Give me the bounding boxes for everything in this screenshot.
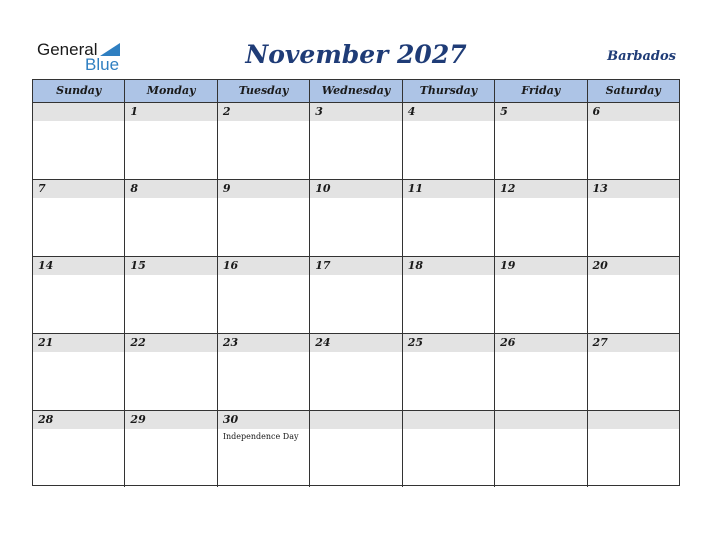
- day-number: 2: [222, 105, 231, 118]
- logo-blue-text: Blue: [85, 55, 120, 74]
- day-number: 21: [38, 336, 54, 349]
- day-number: 9: [222, 182, 231, 195]
- day-number: 27: [592, 336, 608, 349]
- day-cell: [124, 334, 216, 410]
- day-number: 12: [500, 182, 516, 195]
- weekday-thursday: Thursday: [402, 80, 494, 102]
- day-number: 23: [222, 336, 239, 349]
- day-cell: [124, 411, 216, 487]
- day-number: 26: [500, 336, 516, 349]
- day-number: 15: [130, 259, 146, 272]
- day-cell: [587, 180, 679, 256]
- day-number-band: [310, 103, 401, 121]
- holiday-label: Independence Day: [222, 432, 299, 441]
- day-number: 10: [315, 182, 331, 195]
- weekday-tuesday: Tuesday: [217, 80, 309, 102]
- day-cell: [124, 103, 216, 179]
- calendar-title: November 2027: [245, 40, 467, 69]
- day-number: 13: [592, 182, 608, 195]
- day-number: 8: [130, 182, 139, 195]
- day-number: 14: [38, 259, 54, 272]
- day-cell: [402, 334, 494, 410]
- day-number-band: [218, 180, 309, 198]
- day-number: 4: [407, 105, 416, 118]
- logo-general-text: General: [37, 40, 98, 59]
- week-row: [33, 102, 679, 179]
- day-cell: [217, 180, 309, 256]
- day-cell: [402, 103, 494, 179]
- day-cell: [402, 411, 494, 487]
- day-number: 30: [222, 413, 239, 426]
- day-number-band: [495, 411, 586, 429]
- weekday-monday: Monday: [124, 80, 216, 102]
- day-cell: [494, 257, 586, 333]
- day-cell: [402, 257, 494, 333]
- weekday-sunday: Sunday: [56, 84, 102, 97]
- weekday-header-row: [33, 80, 679, 103]
- weekday-wednesday: Wednesday: [309, 80, 401, 102]
- day-number: 24: [315, 336, 331, 349]
- day-number-band: [588, 103, 679, 121]
- day-number-band: [310, 411, 401, 429]
- day-number: 6: [592, 105, 601, 118]
- day-cell: [217, 334, 309, 410]
- day-cell: [494, 411, 586, 487]
- day-cell: [309, 103, 401, 179]
- day-number-band: [33, 103, 124, 121]
- day-cell: [309, 257, 401, 333]
- calendar-grid: [32, 79, 680, 486]
- day-cell: [309, 180, 401, 256]
- day-cell: [124, 257, 216, 333]
- week-row: [33, 410, 679, 487]
- day-number-band: [125, 103, 216, 121]
- day-cell: [33, 334, 124, 410]
- day-number: 5: [500, 105, 508, 118]
- day-number-band: [588, 411, 679, 429]
- day-number-band: [125, 180, 216, 198]
- day-cell: [402, 180, 494, 256]
- day-number-band: [495, 103, 586, 121]
- day-number: 7: [38, 182, 46, 195]
- day-cell: [33, 257, 124, 333]
- weekday-friday: Friday: [494, 80, 586, 102]
- day-cell: [217, 103, 309, 179]
- day-number: 1: [130, 105, 139, 118]
- day-cell: [494, 180, 586, 256]
- day-cell: [217, 411, 309, 487]
- day-number: 3: [315, 105, 323, 118]
- day-cell: [587, 103, 679, 179]
- day-number: 29: [130, 413, 146, 426]
- day-cell: [587, 411, 679, 487]
- day-cell: [124, 180, 216, 256]
- day-number: 25: [407, 336, 423, 349]
- day-cell: [494, 334, 586, 410]
- week-row: [33, 256, 679, 333]
- country-label: Barbados: [607, 49, 676, 64]
- day-cell: [33, 411, 124, 487]
- week-row: [33, 333, 679, 410]
- day-number: 19: [500, 259, 516, 272]
- day-cell: [33, 180, 124, 256]
- day-cell: [33, 103, 124, 179]
- day-cell: [494, 103, 586, 179]
- day-cell: [309, 411, 401, 487]
- day-number: 11: [407, 182, 423, 195]
- day-number-band: [403, 103, 494, 121]
- day-number-band: [218, 103, 309, 121]
- week-row: [33, 179, 679, 256]
- day-cell: [217, 257, 309, 333]
- weekday-saturday: Saturday: [587, 80, 679, 102]
- day-number: 22: [130, 336, 146, 349]
- day-cell: [587, 257, 679, 333]
- day-number: 20: [592, 259, 608, 272]
- day-number: 18: [407, 259, 423, 272]
- day-cell: [309, 334, 401, 410]
- day-number: 28: [38, 413, 54, 426]
- day-number-band: [403, 411, 494, 429]
- day-number-band: [33, 180, 124, 198]
- day-cell: [587, 334, 679, 410]
- day-number: 17: [315, 259, 331, 272]
- day-number: 16: [222, 259, 239, 272]
